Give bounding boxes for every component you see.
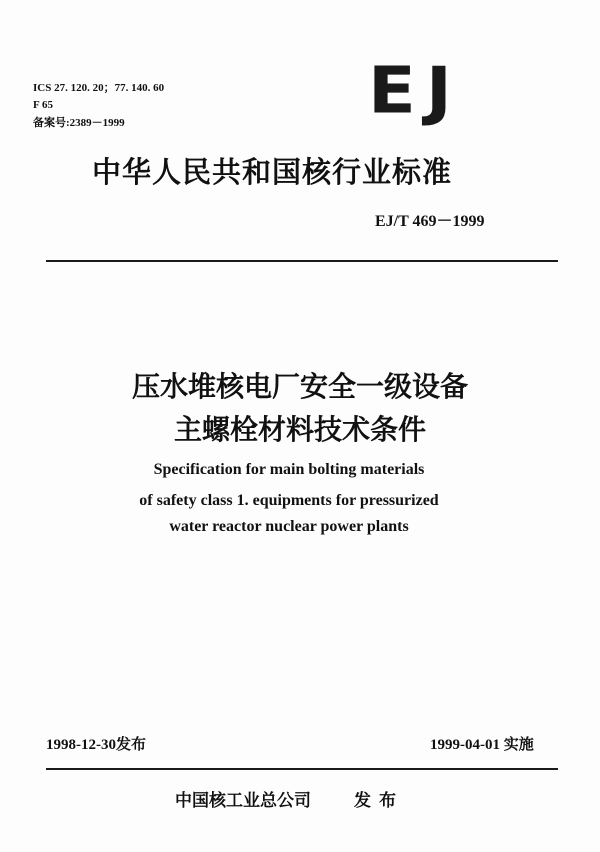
- issue-date: 1998-12-30: [46, 737, 116, 753]
- document-title-en-line2: of safety class 1. equipments for pressurized: [139, 492, 439, 509]
- issue-date-block: [46, 735, 146, 754]
- ics-code: ICS 27. 120. 20；77. 140. 60: [33, 82, 165, 94]
- document-title-en-line3: water reactor nuclear power plants: [169, 518, 409, 535]
- implement-label: 实施: [503, 735, 534, 753]
- publish-label: 发布: [354, 791, 404, 811]
- top-divider: [46, 260, 558, 262]
- classification-code: F 65: [33, 99, 54, 111]
- ej-logo: EJ: [368, 52, 462, 129]
- issue-label: 发布: [116, 735, 147, 753]
- standard-number: EJ/T 469－1999: [375, 213, 485, 230]
- document-title-cn-line2: 主螺栓材料技术条件: [173, 413, 426, 446]
- record-number: 备案号:2389－1999: [33, 117, 125, 129]
- document-title-en-line1: Specification for main bolting materials: [153, 461, 425, 478]
- implement-date-block: [430, 735, 534, 754]
- document-title-cn-line1: 压水堆核电厂安全一级设备: [131, 370, 468, 403]
- implement-date: 1999-04-01: [430, 737, 500, 753]
- publisher-name: 中国核工业总公司: [175, 791, 311, 811]
- standard-category-title: 中华人民共和国核行业标准: [92, 155, 453, 189]
- bottom-divider: [46, 768, 558, 770]
